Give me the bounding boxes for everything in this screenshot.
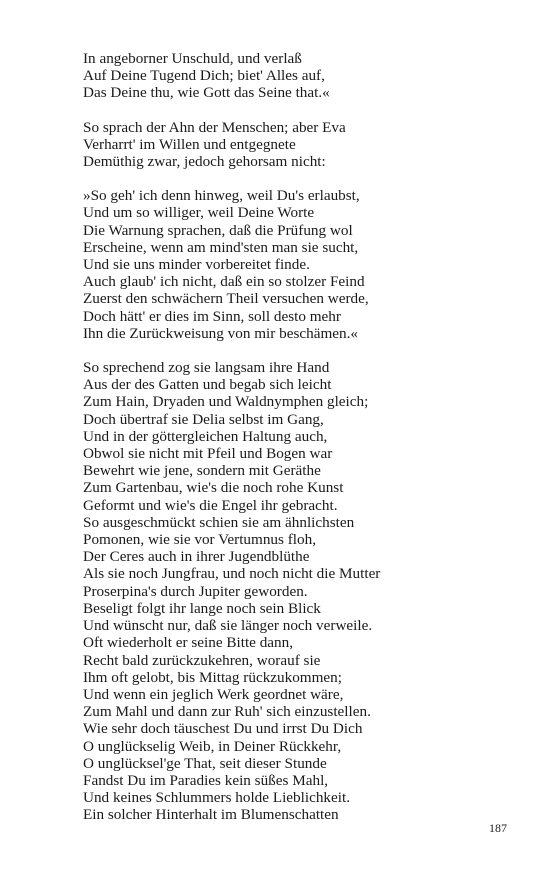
verse-line: Geformt und wie's die Engel ihr gebracht. [83,496,338,514]
verse-line: Aus der des Gatten und begab sich leicht [83,376,332,394]
poem-text [83,50,503,841]
verse-line: Proserpina's durch Jupiter geworden. [83,582,308,600]
verse-line: Ihn die Zurückweisung von mir beschämen.« [83,324,358,342]
verse-line: Demüthig zwar, jedoch gehorsam nicht: [83,153,326,171]
verse-line: Ein solcher Hinterhalt im Blumenschatten [83,806,339,824]
verse-line: »So geh' ich denn hinweg, weil Du's erlaubst, [83,187,360,205]
verse-line: Die Warnung sprachen, daß die Prüfung wol [83,221,353,239]
verse-line: Doch hätt' er dies im Sinn, soll desto mehr [83,307,341,325]
stanza [83,359,503,823]
verse-line: Und wünscht nur, daß sie länger noch verweile. [83,617,373,635]
verse-line: Zum Hain, Dryaden und Waldnymphen gleich; [83,393,369,411]
verse-line: Fandst Du im Paradies kein süßes Mahl, [83,771,329,789]
stanza [83,50,503,102]
verse-line: Obwol sie nicht mit Pfeil und Bogen war [83,445,333,463]
verse-line: Oft wiederholt er seine Bitte dann, [83,634,294,652]
verse-line: Zuerst den schwächern Theil versuchen werde, [83,290,369,308]
verse-line: Recht bald zurückzukehren, worauf sie [83,651,321,669]
verse-line: O unglückselig Weib, in Deiner Rückkehr, [83,737,342,755]
verse-line: So ausgeschmückt schien sie am ähnlichsten [83,513,355,531]
verse-line: Und um so williger, weil Deine Worte [83,204,315,222]
verse-line: In angeborner Unschuld, und verlaß [83,50,302,67]
stanza [83,119,503,171]
verse-line: Erscheine, wenn am mind'sten man sie sucht, [83,238,359,256]
verse-line: Auf Deine Tugend Dich; biet' Alles auf, [83,67,325,85]
verse-line: So sprechend zog sie langsam ihre Hand [83,359,330,377]
verse-line: Zum Gartenbau, wie's die noch rohe Kunst [83,479,344,497]
verse-line: So sprach der Ahn der Menschen; aber Eva [83,118,346,136]
verse-line: Zum Mahl und dann zur Ruh' sich einzustellen. [83,703,371,721]
verse-line: Und keines Schlummers holde Lieblichkeit. [83,789,350,807]
stanza [83,187,503,342]
verse-line: Der Ceres auch in ihrer Jugendblüthe [83,548,310,566]
verse-line: Beseligt folgt ihr lange noch sein Blick [83,599,321,617]
verse-line: O unglücksel'ge That, seit dieser Stunde [83,754,327,772]
verse-line: Und wenn ein jeglich Werk geordnet wäre, [83,685,344,703]
verse-line: Ihm oft gelobt, bis Mittag rückzukommen; [83,668,342,686]
verse-line: Als sie noch Jungfrau, und noch nicht die Mutter [83,565,381,583]
verse-line: Wie sehr doch täuschest Du und irrst Du Dich [83,720,363,738]
verse-line: Und in der göttergleichen Haltung auch, [83,427,328,445]
verse-line: Bewehrt wie jene, sondern mit Geräthe [83,462,321,480]
verse-line: Auch glaub' ich nicht, daß ein so stolzer Feind [83,273,365,291]
verse-line: Verharrt' im Willen und entgegnete [83,135,296,153]
page-number: 187 [489,821,507,835]
verse-line: Das Deine thu, wie Gott das Seine that.« [83,84,330,102]
verse-line: Doch übertraf sie Delia selbst im Gang, [83,410,324,428]
verse-line: Und sie uns minder vorbereitet finde. [83,256,310,274]
verse-line: Pomonen, wie sie vor Vertumnus floh, [83,531,316,549]
